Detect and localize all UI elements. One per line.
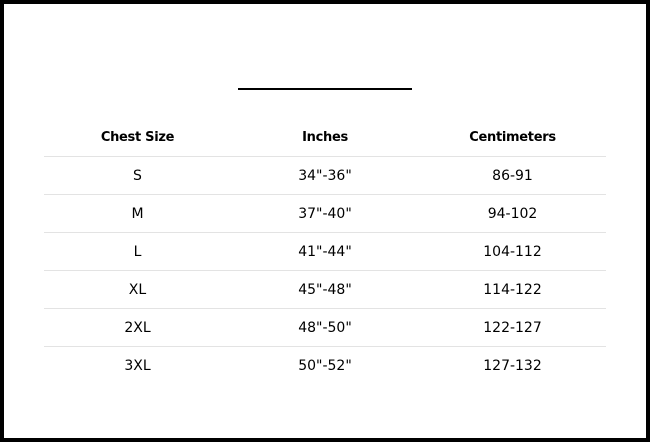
inches-cell: 50"-52" — [298, 357, 352, 374]
size-cell: 3XL — [124, 357, 151, 374]
column-header-centimeters: Centimeters — [419, 118, 606, 157]
inches-cell: 45"-48" — [231, 271, 419, 309]
size-cell: XL — [44, 271, 231, 309]
table-row — [44, 195, 606, 233]
table-row — [44, 233, 606, 271]
inches-cell: 41"-44" — [231, 233, 419, 271]
size-cell: L — [44, 233, 231, 271]
table-row — [44, 309, 606, 347]
column-header-inches: Inches — [231, 118, 419, 157]
centimeters-cell: 114-122 — [419, 271, 606, 309]
centimeters-cell: 86-91 — [419, 157, 606, 195]
inches-cell: 48"-50" — [231, 309, 419, 347]
inches-cell: 37"-40" — [231, 195, 419, 233]
table-row — [44, 271, 606, 309]
table-row — [44, 347, 606, 385]
inches-cell: 34"-36" — [231, 157, 419, 195]
size-table — [44, 118, 606, 384]
size-cell: 2XL — [44, 309, 231, 347]
size-cell: M — [44, 195, 231, 233]
title-underline — [238, 88, 412, 90]
centimeters-cell: 127-132 — [483, 357, 542, 374]
centimeters-cell: 94-102 — [419, 195, 606, 233]
table-header-row — [44, 118, 606, 157]
column-header-chest-size: Chest Size — [44, 118, 231, 157]
centimeters-cell: 104-112 — [419, 233, 606, 271]
centimeters-cell: 122-127 — [419, 309, 606, 347]
size-cell: S — [44, 157, 231, 195]
table-row — [44, 157, 606, 195]
